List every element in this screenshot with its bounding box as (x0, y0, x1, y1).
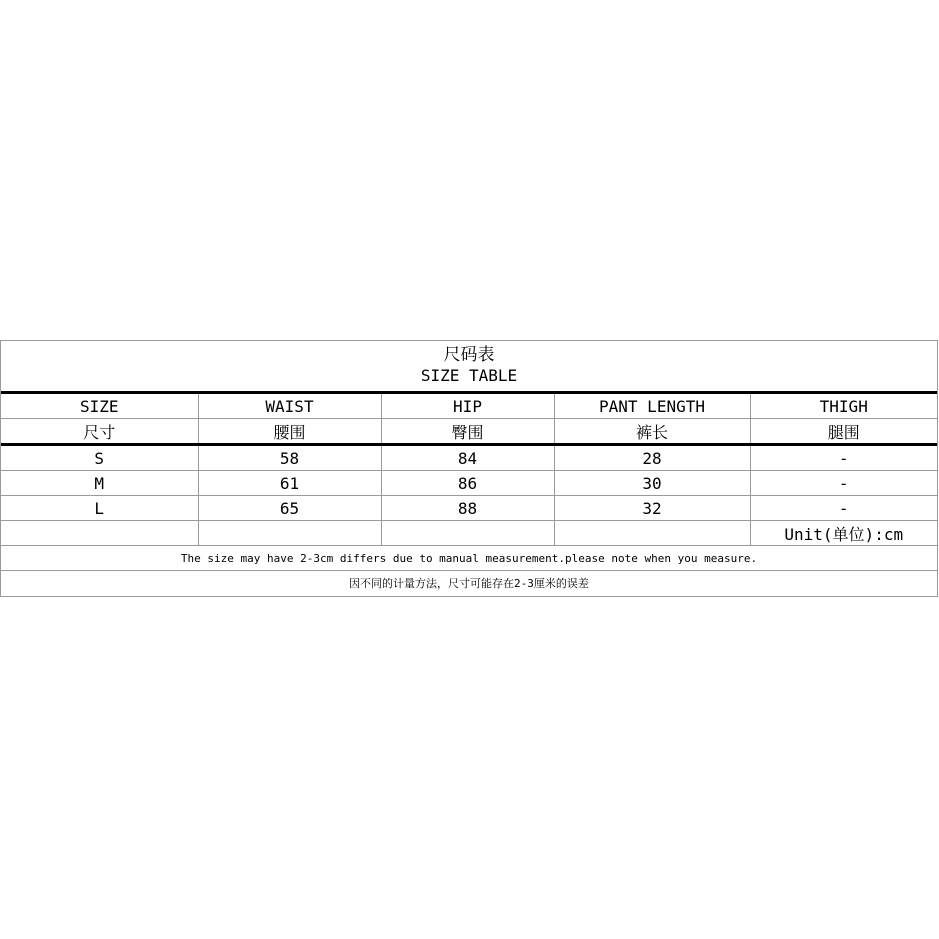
cell-thigh: - (750, 445, 937, 471)
header-thigh-cn: 腿围 (750, 419, 937, 445)
cell-thigh: - (750, 496, 937, 521)
title-chinese: 尺码表 (443, 345, 495, 365)
empty-cell (1, 521, 198, 546)
cell-hip: 84 (381, 445, 554, 471)
note-english: The size may have 2-3cm differs due to manual measurement.please note when you measure. (1, 546, 937, 571)
unit-label: Unit(单位):cm (750, 521, 937, 546)
cell-pant-length: 30 (554, 471, 750, 496)
header-size: SIZE (1, 394, 198, 419)
cell-waist: 58 (198, 445, 381, 471)
empty-cell (198, 521, 381, 546)
cell-hip: 86 (381, 471, 554, 496)
cell-size: L (1, 496, 198, 521)
title-english: SIZE TABLE (420, 366, 518, 385)
header-row-chinese (1, 419, 937, 445)
header-waist: WAIST (198, 394, 381, 419)
chart-title (1, 341, 937, 394)
table-row (1, 496, 937, 521)
unit-row (1, 521, 937, 546)
cell-size: M (1, 471, 198, 496)
table-row (1, 471, 937, 496)
cell-size: S (1, 445, 198, 471)
empty-cell (381, 521, 554, 546)
empty-cell (554, 521, 750, 546)
table-row (1, 445, 937, 471)
header-thigh: THIGH (750, 394, 937, 419)
header-hip: HIP (381, 394, 554, 419)
header-pant-length-cn: 裤长 (554, 419, 750, 445)
header-hip-cn: 臀围 (381, 419, 554, 445)
cell-waist: 65 (198, 496, 381, 521)
size-table (1, 394, 937, 546)
header-waist-cn: 腰围 (198, 419, 381, 445)
header-row-english (1, 394, 937, 419)
cell-pant-length: 28 (554, 445, 750, 471)
note-chinese: 因不同的计量方法，尺寸可能存在2-3厘米的误差 (349, 577, 589, 590)
cell-pant-length: 32 (554, 496, 750, 521)
cell-thigh: - (750, 471, 937, 496)
header-pant-length: PANT LENGTH (554, 394, 750, 419)
cell-hip: 88 (381, 496, 554, 521)
cell-waist: 61 (198, 471, 381, 496)
header-size-cn: 尺寸 (1, 419, 198, 445)
size-chart (0, 340, 938, 597)
